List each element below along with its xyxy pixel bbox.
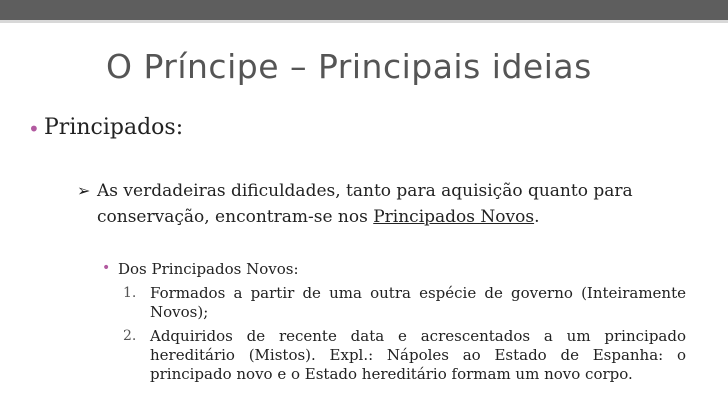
round-bullet-icon: • [28, 117, 40, 141]
principados-novos-underlined: Principados Novos [373, 207, 535, 227]
sub-bullet-dificuldades [77, 178, 689, 230]
sub-bullet-text: As verdadeiras dificuldades, tanto para aquisição quanto para conservação, encontram-se nos [97, 181, 633, 227]
bullet-dos-principados-novos-text: Dos Principados Novos: [118, 260, 299, 278]
item-number: 2. [123, 328, 137, 344]
bullet-principados [28, 115, 184, 141]
round-bullet-icon: • [102, 260, 111, 276]
item-text: Formados a partir de uma outra espécie de governo (Inteiramente Novos); [150, 284, 686, 321]
top-bar-accent [0, 20, 728, 23]
top-bar [0, 0, 728, 20]
numbered-item-2 [123, 327, 686, 384]
item-text: Adquiridos de recente data e acrescentados a um principado hereditário (Mistos). Expl.: Nápoles ao Estado de Espanha: o principado novo e o Estado hereditário formam um novo corpo. [150, 327, 686, 383]
sub-bullet-period: . [534, 207, 540, 227]
slide-title: O Príncipe – Principais ideias [106, 47, 592, 86]
bullet-principados-text: Principados: [44, 115, 184, 140]
item-number: 1. [123, 285, 137, 301]
bullet-dos-principados-novos [102, 260, 299, 278]
numbered-item-1 [123, 284, 686, 322]
arrow-bullet-icon: ➢ [77, 181, 91, 200]
